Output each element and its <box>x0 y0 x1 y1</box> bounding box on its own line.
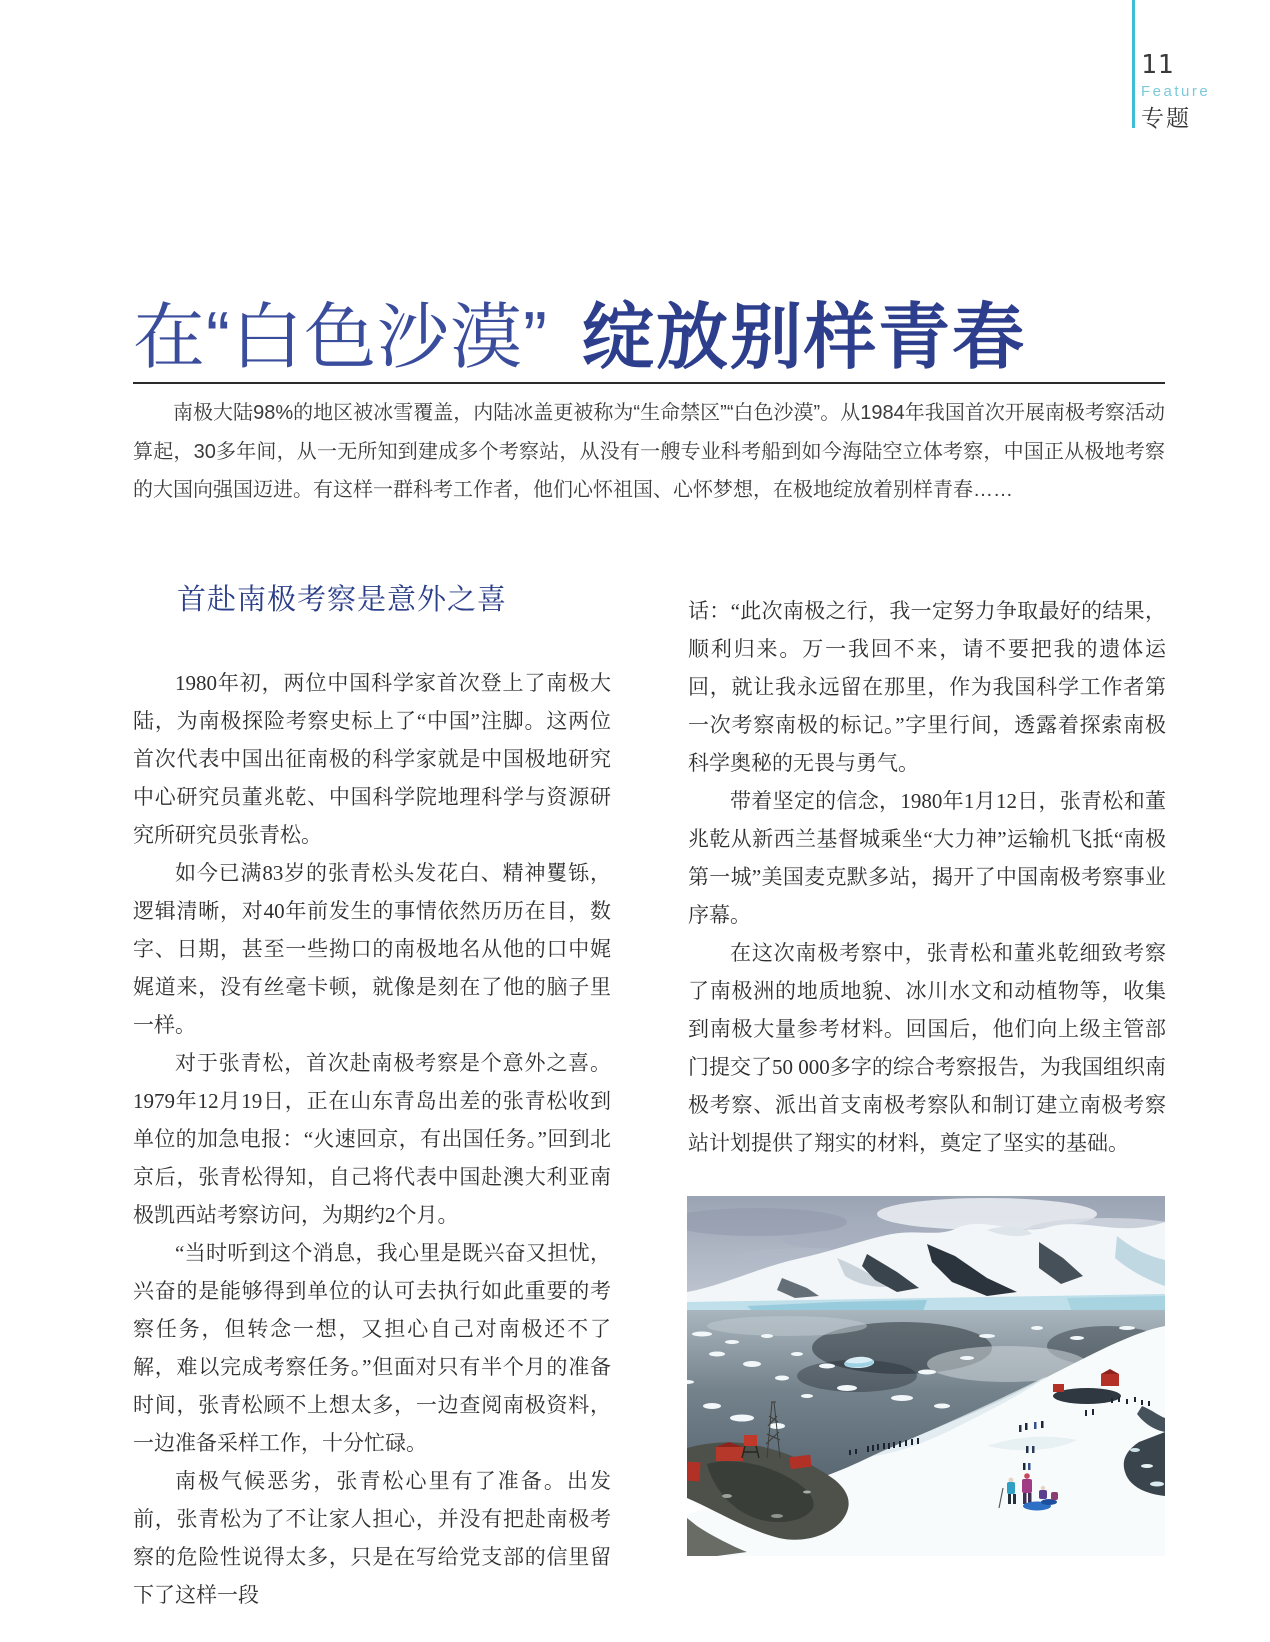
paragraph: “当时听到这个消息，我心里是既兴奋又担忧，兴奋的是能够得到单位的认可去执行如此重要的考察任务，但转念一想，又担心自己对南极还不了解，难以完成考察任务。”但面对只有半个月的准备时间，张青松顾不上想太多，一边查阅南极资料，一边准备采样工作，十分忙碌。 <box>133 1241 611 1455</box>
section-label-zh: 专题 <box>1141 105 1191 131</box>
page-number: 11 <box>1141 50 1175 80</box>
paragraph: 在这次南极考察中，张青松和董兆乾细致考察了南极洲的地质地貌、冰川水文和动植物等，收集到南极大量参考材料。回国后，他们向上级主管部门提交了50 000多字的综合考察报告，为我国组织南极考察、派出首支南极考察队和制订建立南极考察站计划提供了翔实的材料，奠定了坚实的基础。 <box>688 941 1166 1155</box>
paragraph: 带着坚定的信念，1980年1月12日，张青松和董兆乾从新西兰基督城乘坐“大力神”运输机飞抵“南极第一城”美国麦克默多站，揭开了中国南极考察事业序幕。 <box>688 789 1166 927</box>
title-divider-rule <box>133 382 1165 384</box>
paragraph: 如今已满83岁的张青松头发花白、精神矍铄，逻辑清晰，对40年前发生的事情依然历历在目，数字、日期，甚至一些拗口的南极地名从他的口中娓娓道来，没有丝毫卡顿，就像是刻在了他的脑子里一样。 <box>133 861 611 1037</box>
article-intro: 南极大陆98%的地区被冰雪覆盖，内陆冰盖更被称为“生命禁区”“白色沙漠”。从1984年我国首次开展南极考察活动算起，30多年间，从一无所知到建成多个考察站，从没有一艘专业科考船到如今海陆空立体考察，中国正从极地考察的大国向强国迈进。有这样一群科考工作者，他们心怀祖国、心怀梦想，在极地绽放着别样青春…… <box>133 402 1165 501</box>
section-heading: 首赴南极考察是意外之喜 <box>177 584 508 616</box>
right-column <box>688 592 1166 1162</box>
paragraph: 1980年初，两位中国科学家首次登上了南极大陆，为南极探险考察史标上了“中国”注脚。这两位首次代表中国出征南极的科学家就是中国极地研究中心研究员董兆乾、中国科学院地理科学与资源研究所研究员张青松。 <box>133 671 611 847</box>
paragraph: 南极气候恶劣，张青松心里有了准备。出发前，张青松为了不让家人担心，并没有把赴南极考察的危险性说得太多，只是在写给党支部的信里留下了这样一段 <box>133 1469 611 1607</box>
section-label-en: Feature <box>1141 83 1211 100</box>
antarctic-photo-illustration <box>687 1196 1165 1556</box>
article-title-bold: 绽放别样青春 <box>581 298 1026 379</box>
article-title-light: 在“白色沙漠” <box>133 298 548 379</box>
antarctic-landscape-photo <box>687 1196 1165 1556</box>
left-column <box>133 577 611 1614</box>
article-title <box>133 279 1026 383</box>
corner-accent-rule <box>1132 0 1135 128</box>
paragraph: 话：“此次南极之行，我一定努力争取最好的结果，顺利归来。万一我回不来，请不要把我的遗体运回，就让我永远留在那里，作为我国科学工作者第一次考察南极的标记。”字里行间，透露着探索南极科学奥秘的无畏与勇气。 <box>688 599 1166 775</box>
paragraph: 对于张青松，首次赴南极考察是个意外之喜。1979年12月19日，正在山东青岛出差的张青松收到单位的加急电报：“火速回京，有出国任务。”回到北京后，张青松得知，自己将代表中国赴澳大利亚南极凯西站考察访问，为期约2个月。 <box>133 1051 611 1227</box>
